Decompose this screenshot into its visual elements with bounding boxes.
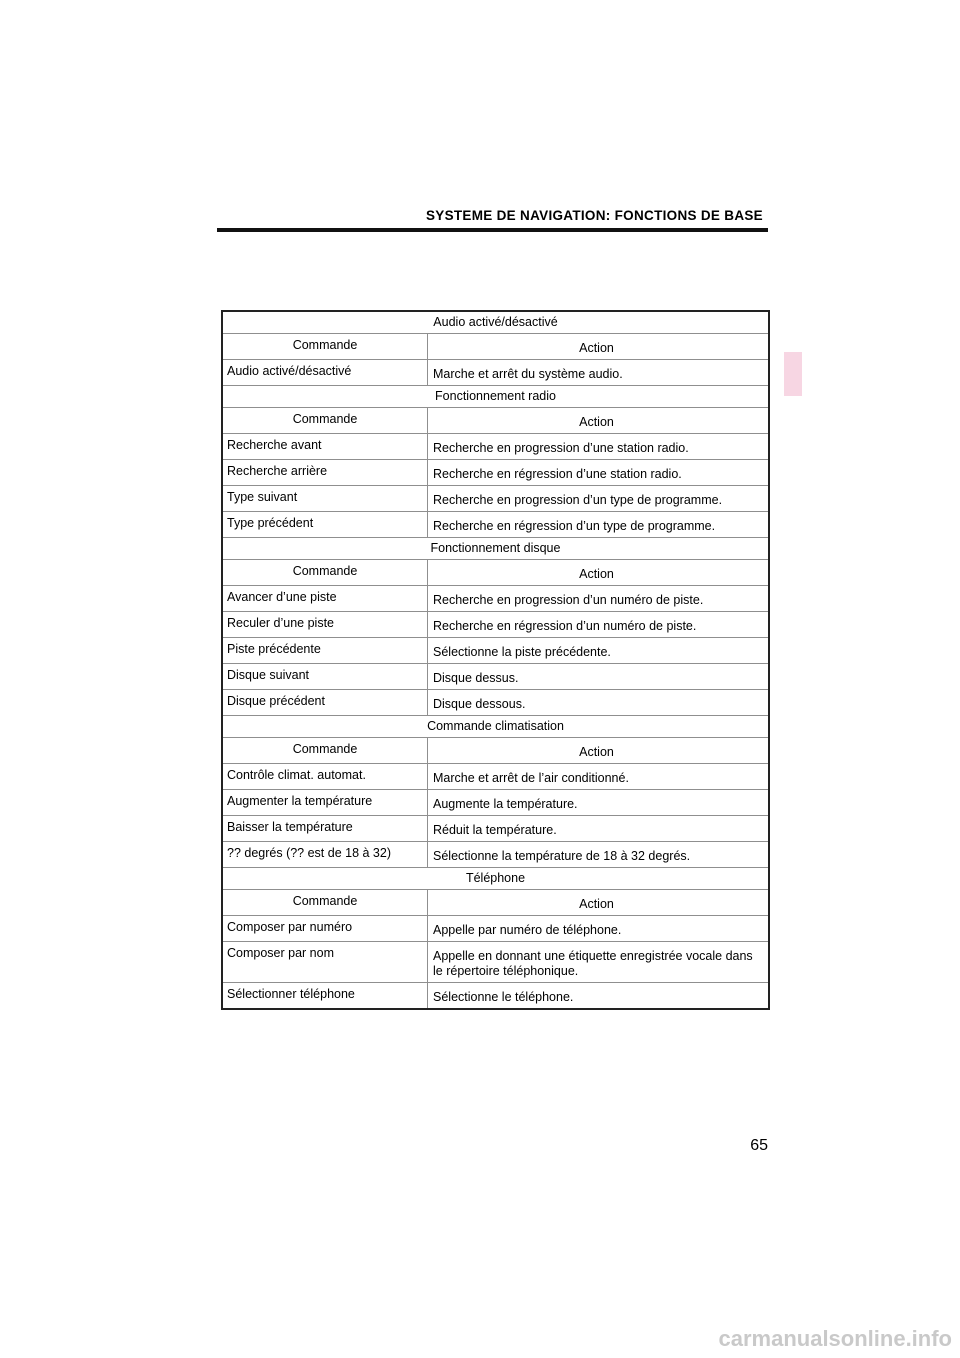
command-cell: Composer par nom [223,942,428,982]
action-cell: Recherche en progression d’un type de programme. [433,493,723,507]
column-header-row [223,408,768,434]
command-column-header: Commande [223,560,428,585]
command-column-header: Commande [223,408,428,433]
action-column-header: Action [579,415,614,429]
command-cell: Disque précédent [223,690,428,715]
table-row [223,664,768,690]
action-cell: Disque dessus. [433,671,519,685]
action-column-header: Action [579,567,614,581]
table-row [223,512,768,538]
action-cell: Sélectionne la température de 18 à 32 degrés. [433,849,691,863]
action-cell: Sélectionne le téléphone. [433,990,574,1004]
command-column-header: Commande [223,890,428,915]
command-cell: Recherche avant [223,434,428,459]
command-cell: Type précédent [223,512,428,537]
table-row [223,612,768,638]
section-title: Fonctionnement disque [223,538,768,560]
header-rule [217,228,768,232]
command-column-header: Commande [223,738,428,763]
table-row [223,842,768,868]
action-cell: Appelle en donnant une étiquette enregistrée vocale dans le répertoire téléphonique. [433,949,753,978]
command-cell: Disque suivant [223,664,428,689]
action-column-header: Action [579,897,614,911]
command-cell: Composer par numéro [223,916,428,941]
table-row [223,790,768,816]
table-row [223,983,768,1008]
table-row [223,690,768,716]
table-row [223,360,768,386]
action-column-header: Action [579,341,614,355]
action-cell: Recherche en progression d’une station radio. [433,441,689,455]
table-row [223,434,768,460]
table-row [223,942,768,983]
action-cell: Augmente la température. [433,797,578,811]
command-cell: Type suivant [223,486,428,511]
table-row [223,916,768,942]
action-cell: Disque dessous. [433,697,526,711]
action-cell: Recherche en régression d’un numéro de piste. [433,619,697,633]
action-cell: Recherche en régression d’un type de programme. [433,519,716,533]
watermark: carmanualsonline.info [718,1326,952,1351]
command-cell: Augmenter la température [223,790,428,815]
table-row [223,816,768,842]
command-cell: Reculer d’une piste [223,612,428,637]
command-cell: Avancer d’une piste [223,586,428,611]
section-title: Audio activé/désactivé [223,312,768,334]
command-column-header: Commande [223,334,428,359]
section-title: Commande climatisation [223,716,768,738]
command-cell: Sélectionner téléphone [223,983,428,1008]
command-cell: ?? degrés (?? est de 18 à 32) [223,842,428,867]
page-header-title: SYSTEME DE NAVIGATION: FONCTIONS DE BASE [425,208,763,223]
voice-command-table [221,310,770,1010]
action-cell: Recherche en régression d’une station radio. [433,467,682,481]
section-title: Téléphone [223,868,768,890]
action-cell: Sélectionne la piste précédente. [433,645,611,659]
table-row [223,638,768,664]
page-number: 65 [750,1137,768,1154]
table-row [223,460,768,486]
command-cell: Audio activé/désactivé [223,360,428,385]
action-cell: Marche et arrêt du système audio. [433,367,623,381]
command-cell: Piste précédente [223,638,428,663]
column-header-row [223,560,768,586]
table-row [223,764,768,790]
action-cell: Marche et arrêt de l’air conditionné. [433,771,629,785]
section-side-tab [784,352,802,396]
column-header-row [223,334,768,360]
column-header-row [223,890,768,916]
action-cell: Réduit la température. [433,823,557,837]
table-row [223,586,768,612]
action-column-header: Action [579,745,614,759]
command-cell: Contrôle climat. automat. [223,764,428,789]
command-cell: Recherche arrière [223,460,428,485]
column-header-row [223,738,768,764]
section-title: Fonctionnement radio [223,386,768,408]
table-row [223,486,768,512]
action-cell: Recherche en progression d’un numéro de piste. [433,593,704,607]
action-cell: Appelle par numéro de téléphone. [433,923,622,937]
command-cell: Baisser la température [223,816,428,841]
